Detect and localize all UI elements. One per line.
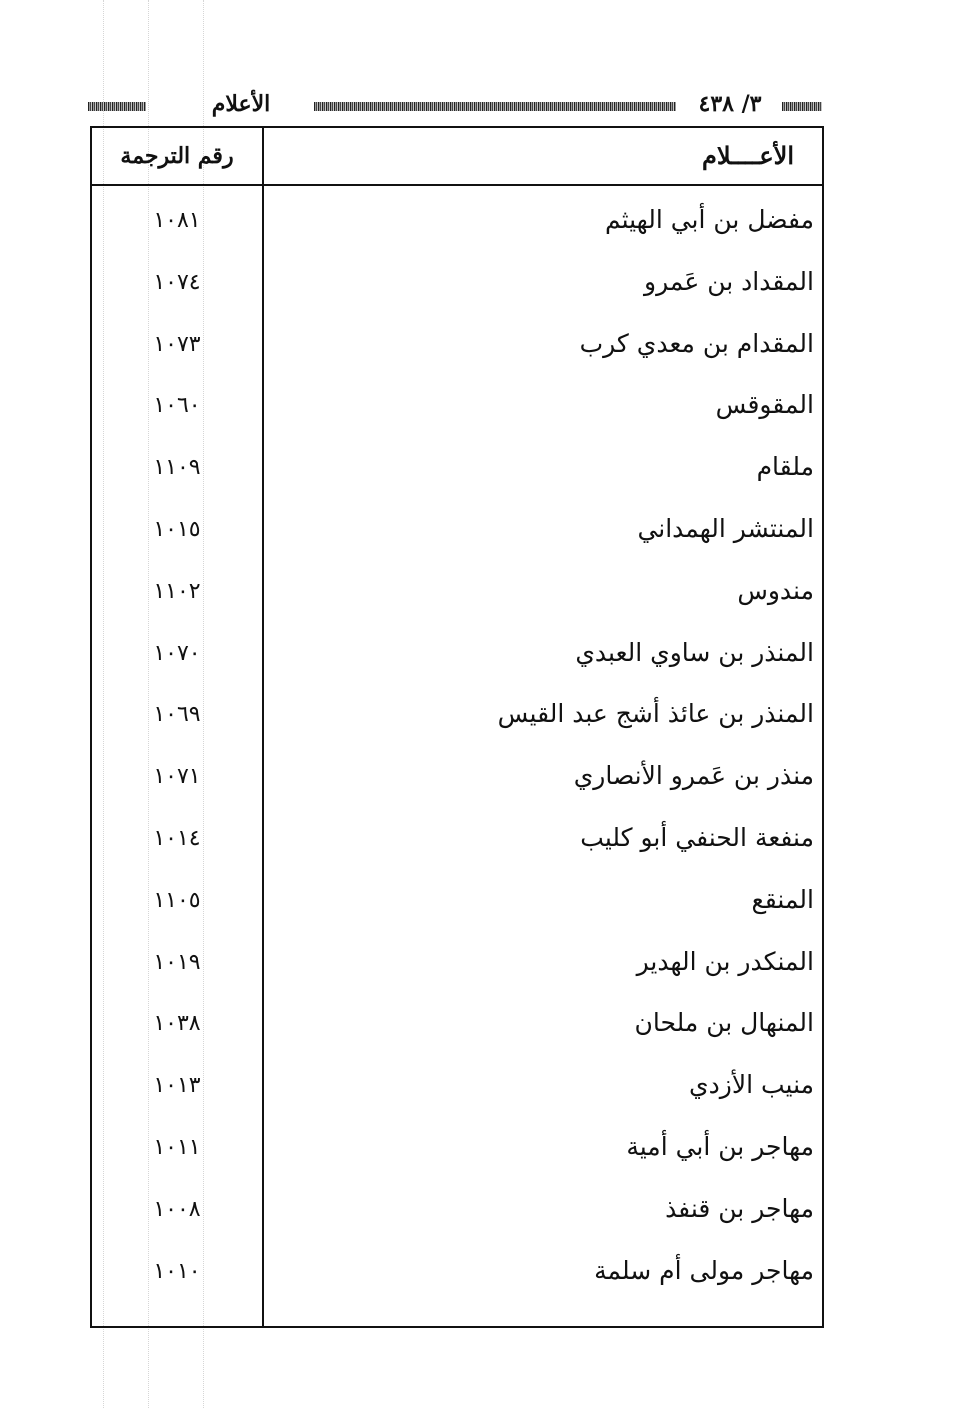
- entry-number: ١١٠٩: [153, 455, 201, 481]
- table-row: [92, 316, 822, 378]
- entry-number: ١٠١٤: [153, 825, 201, 851]
- entry-name: المنهال بن ملحان: [634, 1008, 814, 1038]
- entry-number: ١٠٧١: [153, 764, 201, 790]
- table-row: [92, 995, 822, 1057]
- entry-number: ١٠١٩: [153, 949, 201, 975]
- entry-number: ١٠١٠: [153, 1258, 201, 1284]
- table-row: [92, 254, 822, 316]
- entry-number: ١٠١١: [153, 1134, 201, 1160]
- running-title: الأعلام: [211, 91, 271, 117]
- table-row: [92, 377, 822, 439]
- entry-number: ١٠١٣: [153, 1073, 201, 1099]
- table-row: [92, 501, 822, 563]
- page-number: ٣/ ٤٣٨: [698, 91, 762, 117]
- entry-name: المنكدر بن الهدير: [636, 946, 814, 976]
- entry-number: ١٠٦٠: [153, 393, 201, 419]
- entry-name: ملقام: [756, 452, 814, 482]
- table-row: [92, 810, 822, 872]
- column-header-number: رقم الترجمة: [120, 143, 234, 169]
- table-header-row: [92, 128, 822, 186]
- entry-name: المنتشر الهمداني: [637, 513, 814, 543]
- entry-name: منفعة الحنفي أبو كليب: [580, 822, 814, 852]
- table-row: [92, 1181, 822, 1243]
- table-row: [92, 625, 822, 687]
- table-row: [92, 934, 822, 996]
- table-row: [92, 1243, 822, 1305]
- entry-number: ١٠٨١: [153, 208, 201, 233]
- entry-name: منيب الأزدي: [689, 1070, 814, 1100]
- entry-name: مندوس: [737, 575, 814, 605]
- header-ornament-middle: [314, 102, 676, 111]
- entry-number: ١٠٧٠: [153, 640, 201, 666]
- table-row: [92, 686, 822, 748]
- entry-name: المقدام بن معدي كرب: [579, 328, 814, 358]
- table-row: [92, 563, 822, 625]
- column-header-names: الأعــــلام: [702, 141, 794, 170]
- entry-name: المنذر بن عائذ أشج عبد القيس: [497, 699, 814, 729]
- entry-number: ١٠٧٣: [153, 331, 201, 357]
- entry-number: ١٠٣٨: [153, 1011, 201, 1037]
- entry-name: مهاجر بن أبي أمية: [626, 1131, 814, 1161]
- entry-name: مهاجر بن قنفذ: [665, 1193, 814, 1223]
- entry-name: المنذر بن ساوي العبدي: [575, 637, 814, 667]
- entry-number: ١٠٧٤: [153, 269, 201, 295]
- table-row: [92, 439, 822, 501]
- entry-number: ١٠٠٨: [153, 1196, 201, 1222]
- names-index-table: [90, 126, 824, 1328]
- entry-number: ١٠٦٩: [153, 702, 201, 728]
- table-row: [92, 748, 822, 810]
- entry-name: المقداد بن عَمرو: [644, 266, 814, 296]
- entry-name: المنقع: [751, 884, 814, 914]
- entry-number: ١١٠٥: [153, 887, 201, 913]
- header-ornament-right: [782, 102, 822, 111]
- entry-number: ١١٠٢: [153, 578, 201, 604]
- page-header: [88, 91, 824, 117]
- entry-number: ١٠١٥: [153, 516, 201, 542]
- entry-name: مفضل بن أبي الهيثم: [604, 205, 814, 234]
- table-row: [92, 1057, 822, 1119]
- entry-name: المقوقس: [715, 390, 814, 420]
- header-ornament-left: [88, 102, 146, 111]
- table-row: [92, 872, 822, 934]
- entry-name: منذر بن عَمرو الأنصاري: [573, 761, 814, 791]
- table-body: [92, 192, 822, 1304]
- entry-name: مهاجر مولى أم سلمة: [594, 1255, 814, 1285]
- table-row: [92, 192, 822, 254]
- table-row: [92, 1119, 822, 1181]
